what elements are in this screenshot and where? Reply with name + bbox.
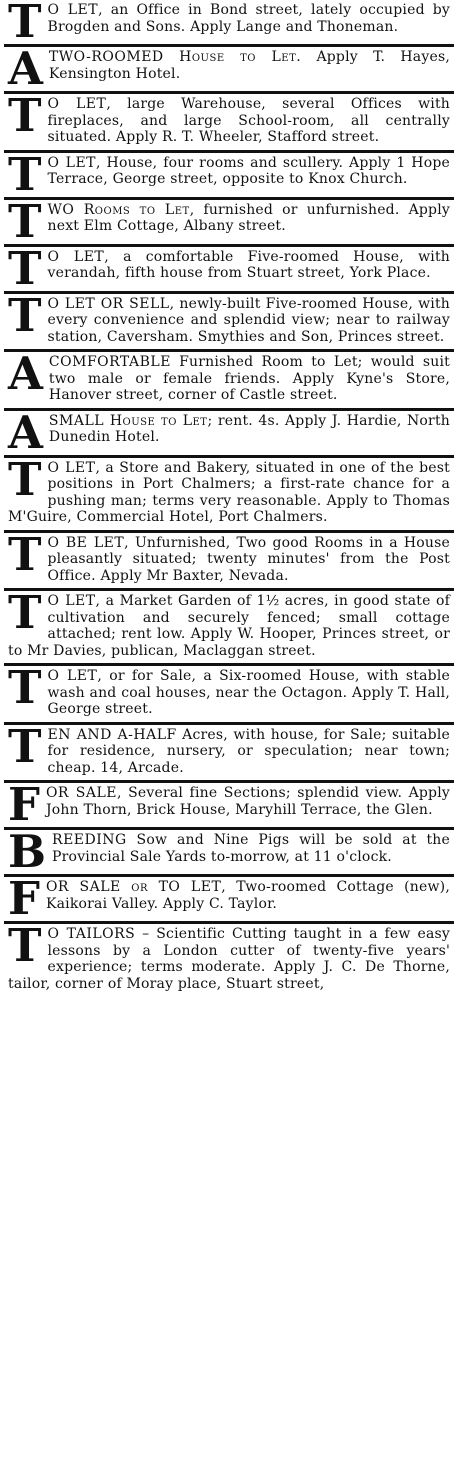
ad-body: Sow and Nine Pigs will be sold at the Provincial Sale Yards to-morrow, at 11 o'clock.: [52, 832, 450, 865]
ad-body: , House, four rooms and scullery. Apply 1 Hope Terrace, George street, opposite to Knox Church.: [47, 154, 450, 187]
dropcap: T: [8, 246, 42, 294]
ad-heading: EN AND A-HALF: [47, 726, 177, 743]
ad-five-roomed-house: [4, 247, 454, 294]
dropcap: T: [8, 0, 42, 47]
dropcap: B: [8, 830, 47, 877]
ad-house-four-rooms: [4, 153, 454, 200]
ad-body: , Two-roomed Cottage (new), Kaikorai Valley. Apply C. Taylor.: [45, 879, 450, 912]
ad-heading: O LET: [47, 154, 97, 171]
ad-heading: WO Rooms to Let: [47, 201, 190, 218]
ad-heading: O LET: [47, 2, 99, 18]
ad-heading: TWO-ROOMED House to Let.: [48, 49, 302, 65]
ad-store-bakery: [4, 458, 454, 533]
ad-heading: O LET: [47, 96, 107, 112]
dropcap: F: [8, 783, 40, 830]
dropcap: T: [8, 152, 42, 200]
ad-heading: O LET: [47, 668, 98, 684]
ad-breeding-sow: [4, 830, 454, 877]
dropcap: T: [8, 724, 42, 773]
ad-furnished-room: [4, 352, 454, 411]
dropcap: F: [8, 877, 40, 924]
ad-body: Acres, with house, for Sale; suitable for residence, nursery, or speculation; near town; cheap. 14, Arcade.: [47, 726, 450, 776]
ad-heading: SMALL House to Let: [48, 412, 208, 429]
ad-heading: O LET: [47, 248, 105, 265]
ad-body: , large Warehouse, several Offices with fireplaces, and large School-room, all centrally situated. Apply R. T. Wheeler, Stafford street.: [47, 96, 450, 145]
ad-body: , or for Sale, a Six-roomed House, with stable wash and coal houses, near the Octagon. Apply T. Hall, George street.: [47, 668, 450, 717]
ad-to-be-let: [4, 533, 454, 592]
dropcap: T: [8, 457, 42, 506]
ad-two-roomed-house: [4, 47, 454, 94]
ad-body: Furnished Room to Let; would suit two male or female friends. Apply Kyne's Store, Hanover street, corner of Castle street.: [48, 354, 450, 403]
dropcap: T: [8, 666, 42, 714]
dropcap: A: [8, 352, 43, 400]
ad-body: , a comfortable Five-roomed House, with verandah, fifth house from Stuart street, York Place.: [47, 248, 450, 281]
dropcap: T: [8, 199, 42, 247]
ad-body: , newly-built Five-roomed House, with every convenience and splendid view; near to railway station, Caversham. Smythies and Son, Princes street.: [47, 295, 451, 345]
ad-warehouse: [4, 94, 454, 153]
ad-body: , Unfurnished, Two good Rooms in a House pleasantly situated; twenty minutes' from the Post Office. Apply Mr Baxter, Nevada.: [47, 534, 450, 584]
dropcap: T: [8, 924, 42, 972]
dropcap: A: [8, 410, 43, 458]
dropcap: T: [8, 94, 42, 142]
dropcap: A: [8, 47, 43, 94]
ad-let-or-sell: [4, 294, 454, 353]
dropcap: T: [8, 532, 42, 581]
ad-heading: O BE LET: [47, 534, 125, 551]
ad-body: ; rent. 4s. Apply J. Hardie, North Dunedin Hotel.: [48, 412, 450, 445]
ad-heading: OR SALE: [45, 785, 117, 801]
dropcap: T: [8, 591, 42, 639]
ad-small-house: [4, 411, 454, 458]
ad-heading: O TAILORS: [47, 926, 136, 942]
ad-body: – Scientific Cutting taught in a few easy lessons by a London cutter of twenty-five years' experience; terms moderate. Apply J. C. De Thorne, tailor, corner of Moray place, Stuart street,: [8, 926, 450, 992]
ad-ten-and-a-half-acres: [4, 725, 454, 784]
ad-six-roomed-house: [4, 666, 454, 725]
ad-two-rooms: [4, 200, 454, 247]
ad-sections-for-sale: [4, 783, 454, 830]
ad-body: , Several fine Sections; splendid view. Apply John Thorn, Brick House, Maryhill Terrace, the Glen.: [45, 785, 450, 818]
ad-body: , a Store and Bakery, situated in one of the best positions in Port Chalmers; a first-rate chance for a pushing man; terms very reasonable. Apply to Thomas M'Guire, Commercial Hotel, Port Chalmers.: [8, 459, 450, 525]
ad-body: , an Office in Bond street, lately occupied by Brogden and Sons. Apply Lange and Thoneman.: [47, 2, 450, 35]
ad-heading: O LET: [47, 459, 96, 476]
ad-heading: REEDING: [52, 832, 127, 848]
ad-body: , furnished or unfurnished. Apply next Elm Cottage, Albany street.: [47, 201, 450, 234]
ad-body: Apply T. Hayes, Kensington Hotel.: [48, 49, 450, 82]
ad-body: , a Market Garden of 1½ acres, in good state of cultivation and securely fenced; small cottage attached; rent low. Apply W. Hooper, Princes street, or to Mr Davies, publican, Maclaggan street.: [8, 593, 450, 659]
classified-column: [4, 0, 454, 996]
ad-office-bond-street: [4, 0, 454, 47]
ad-heading: O LET: [47, 593, 96, 609]
ad-heading: O LET OR SELL: [47, 295, 170, 312]
ad-heading: COMFORTABLE: [48, 354, 171, 370]
dropcap: T: [8, 293, 42, 342]
ad-market-garden: [4, 591, 454, 666]
ad-heading: OR SALE or TO LET: [45, 879, 222, 895]
ad-tailors: [4, 924, 454, 996]
ad-cottage-kaikorai: [4, 877, 454, 924]
